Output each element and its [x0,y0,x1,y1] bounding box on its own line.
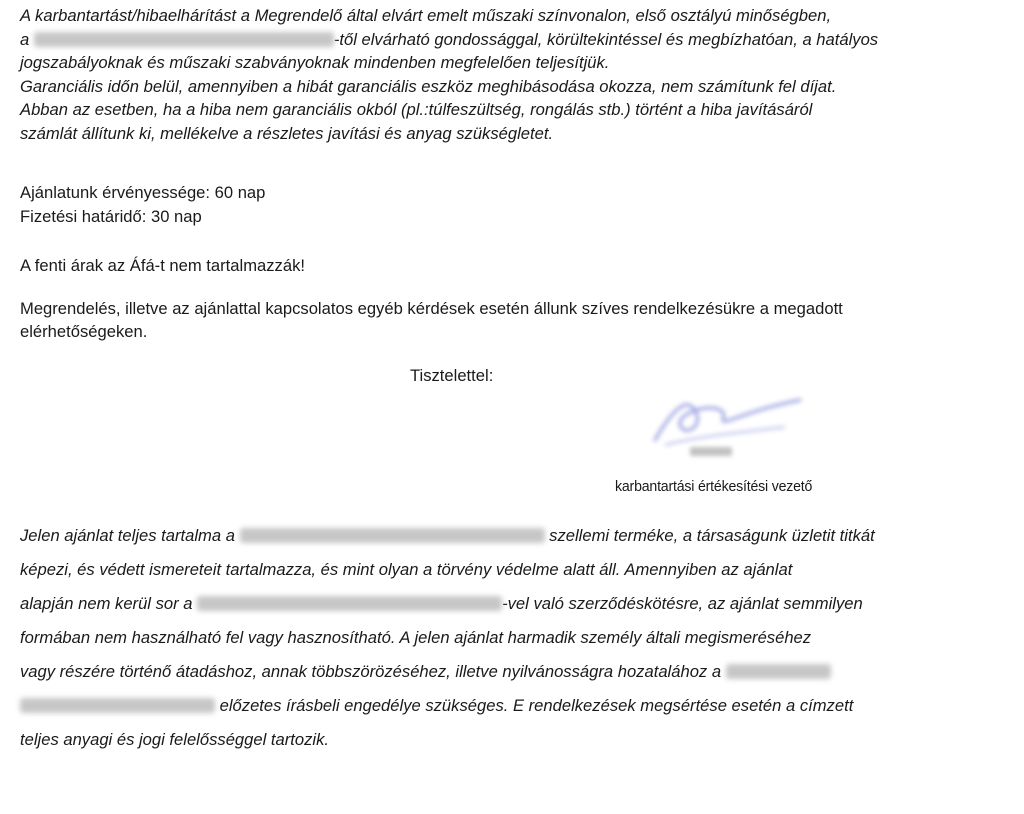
contact-line-2: elérhetőségeken. [20,322,148,341]
offer-document [20,0,988,814]
non-warranty-line-1: Abban az esetben, ha a hiba nem garanciális okból (pl.:túlfeszültség, rongálás stb.) történt a hiba javításáról [20,100,813,119]
terms-line-2-start: a [20,29,30,49]
conf-line-4: formában nem használható fel vagy hasznosítható. A jelen ajánlat harmadik személy általi megismeréséhez [20,628,812,647]
confidentiality-paragraph [20,519,986,757]
contact-line-1: Megrendelés, illetve az ajánlattal kapcsolatos egyéb kérdések esetén állunk szíves rendelkezésükre a megadott [20,299,843,318]
terms-paragraph [20,4,986,145]
warranty-line: Garanciális időn belül, amennyiben a hibát garanciális eszköz meghibásodása okozza, nem számítunk fel díjat. [20,76,837,96]
offer-validity: Ajánlatunk érvényessége: 60 nap [20,183,266,202]
terms-line-2-end: -től elvárható gondossággal, körültekintéssel és megbízhatóan, a hatályos [333,29,879,49]
non-warranty-line-2: számlát állítunk ki, mellékelve a részletes javítási és anyag szükségletet. [20,123,554,143]
conf-line-5: vagy részére történő átadáshoz, annak többszörözéséhez, illetve nyilvánosságra hozatalához a [20,662,722,681]
redacted-company-name [34,32,334,47]
conf-line-1-end: szellemi terméke, a társaságunk üzletit titkát [549,526,875,545]
contact-paragraph [20,297,986,343]
closing-salutation: Tisztelettel: [410,366,494,385]
redacted-company-name [726,664,831,679]
vat-note: A fenti árak az Áfá-t nem tartalmazzák! [20,256,305,275]
conf-line-6-end: előzetes írásbeli engedélye szükséges. E rendelkezések megsértése esetén a címzett [219,696,854,715]
redacted-company-name [20,698,215,713]
conf-line-1-start: Jelen ajánlat teljes tartalma a [20,526,235,545]
redacted-company-name [197,596,502,611]
terms-line-1: A karbantartást/hibaelhárítást a Megrendelő által elvárt emelt műszaki színvonalon, első osztályú minőségben, [20,6,832,25]
signer-title: karbantartási értékesítési vezető [615,478,813,495]
conf-line-3-start: alapján nem kerül sor a [20,594,193,613]
redacted-signer-name [690,447,732,456]
conf-line-7: teljes anyagi és jogi felelősséggel tartozik. [20,730,330,749]
payment-deadline: Fizetési határidő: 30 nap [20,207,202,226]
terms-line-3: jogszabályoknak és műszaki szabványoknak mindenben megfelelően teljesítjük. [20,53,610,72]
redacted-company-name [240,528,545,543]
conf-line-3-end: -vel való szerződéskötésre, az ajánlat semmilyen [502,594,863,613]
conf-line-2: képezi, és védett ismereteit tartalmazza, és mint olyan a törvény védelme alatt áll. Amennyiben az ajánlat [20,560,793,579]
